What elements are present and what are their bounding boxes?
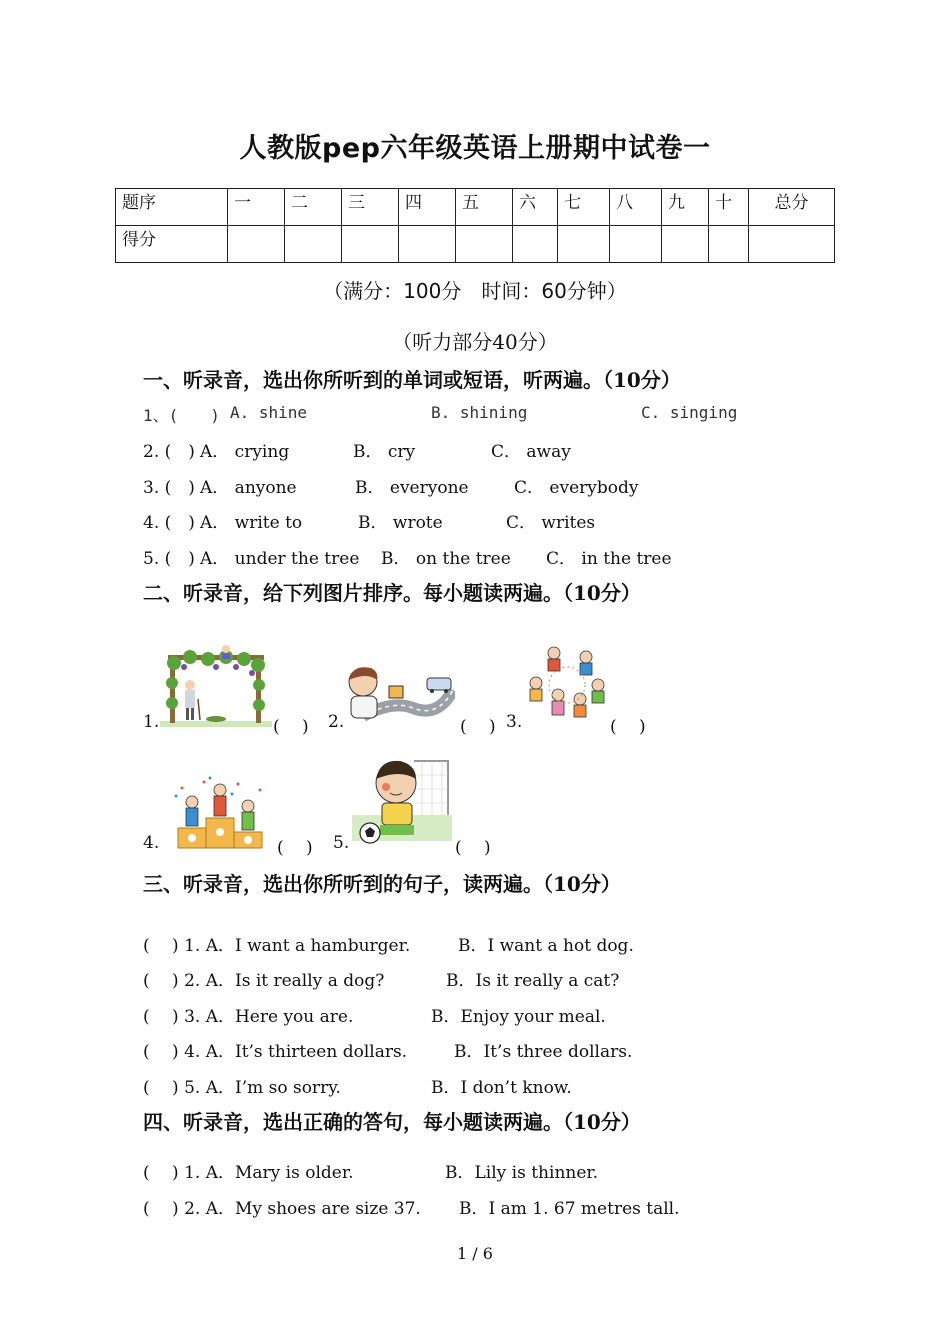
injured-boy-football-picture [352, 755, 452, 847]
q3-number: 3. ( ) [143, 478, 195, 498]
q1-option-a: A. shine [230, 403, 308, 422]
q4-number: 4. ( ) [143, 513, 195, 533]
score-info: （满分：100分 时间：60分钟） [323, 279, 627, 303]
page-title: 人教版pep六年级英语上册期中试卷一 [239, 133, 711, 164]
table-cell: 八 [610, 189, 662, 226]
picture-item-3-blank[interactable]: ( ) [610, 717, 646, 737]
s3-q4-option-b: B．It’s three dollars. [454, 1042, 633, 1062]
s4-q1-option-b: B．Lily is thinner. [445, 1163, 599, 1183]
picture-item-2-number: 2. [328, 712, 345, 732]
score-entry-cell[interactable] [513, 226, 558, 263]
score-entry-cell[interactable] [749, 226, 835, 263]
picture-item-1-blank[interactable]: ( ) [273, 717, 309, 737]
picture-item-4-blank[interactable]: ( ) [277, 838, 313, 858]
table-cell: 二 [285, 189, 342, 226]
score-table-score-row [116, 226, 835, 263]
score-entry-cell[interactable] [456, 226, 513, 263]
s4-q2-option-b: B．I am 1. 67 metres tall. [459, 1199, 680, 1219]
q2-option-b: B． cry [353, 442, 416, 462]
picture-item-4-number: 4. [143, 833, 160, 853]
s3-q1-option-a: ( ) 1. A．I want a hamburger. [143, 936, 411, 956]
table-cell: 七 [558, 189, 610, 226]
q4-option-a: A． write to [200, 513, 303, 533]
s3-q1-option-b: B．I want a hot dog. [458, 936, 634, 956]
s3-q5-option-a: ( ) 5. A．I’m so sorry. [143, 1078, 341, 1098]
q2-number: 2. ( ) [143, 442, 195, 462]
score-entry-cell[interactable] [228, 226, 285, 263]
table-cell: 总分 [749, 189, 835, 226]
q3-option-b: B． everyone [355, 478, 469, 498]
s3-q3-option-b: B．Enjoy your meal. [431, 1007, 606, 1027]
q4-option-b: B． wrote [358, 513, 443, 533]
s3-q3-option-a: ( ) 3. A．Here you are. [143, 1007, 354, 1027]
table-cell: 一 [228, 189, 285, 226]
section2-heading: 二、听录音，给下列图片排序。每小题读两遍。（10分） [143, 581, 641, 605]
picture-item-3-number: 3. [506, 712, 523, 732]
s3-q4-option-a: ( ) 4. A．It’s thirteen dollars. [143, 1042, 408, 1062]
q5-option-a: A． under the tree [200, 549, 360, 569]
table-cell: 九 [662, 189, 709, 226]
children-dancing-picture [524, 643, 610, 727]
q5-option-b: B． on the tree [381, 549, 511, 569]
boy-toy-bus-picture [343, 660, 455, 728]
table-cell: 六 [513, 189, 558, 226]
score-entry-cell[interactable] [610, 226, 662, 263]
listening-title: （听力部分40分） [392, 330, 558, 354]
s4-q1-option-a: ( ) 1. A．Mary is older. [143, 1163, 354, 1183]
picture-item-2-blank[interactable]: ( ) [460, 717, 496, 737]
q2-option-a: A． crying [200, 442, 290, 462]
table-cell: 三 [342, 189, 399, 226]
q1-option-b: B. shining [431, 403, 528, 422]
score-table-header-row [116, 189, 835, 226]
section4-heading: 四、听录音，选出正确的答句，每小题读两遍。（10分） [143, 1110, 641, 1134]
picture-item-5-blank[interactable]: ( ) [455, 838, 491, 858]
picture-item-5-number: 5. [333, 833, 350, 853]
score-entry-cell[interactable] [399, 226, 456, 263]
section1-heading: 一、听录音，选出你所听到的单词或短语，听两遍。（10分） [143, 368, 681, 392]
q2-option-c: C． away [491, 442, 571, 462]
q3-option-a: A． anyone [200, 478, 297, 498]
q5-number: 5. ( ) [143, 549, 195, 569]
score-entry-cell[interactable] [558, 226, 610, 263]
table-cell: 题序 [116, 189, 228, 226]
s3-q2-option-b: B．Is it really a cat? [446, 971, 620, 991]
table-cell: 五 [456, 189, 513, 226]
section3-heading: 三、听录音，选出你所听到的句子，读两遍。（10分） [143, 872, 621, 896]
page-number: 1 / 6 [457, 1244, 493, 1263]
score-entry-cell[interactable] [662, 226, 709, 263]
q1-option-c: C. singing [641, 403, 738, 422]
s3-q2-option-a: ( ) 2. A．Is it really a dog? [143, 971, 385, 991]
table-cell: 十 [709, 189, 749, 226]
q4-option-c: C． writes [506, 513, 596, 533]
score-entry-cell[interactable] [709, 226, 749, 263]
score-table [115, 188, 835, 263]
picture-item-1-number: 1. [143, 712, 160, 732]
q1-number: 1、( ) [143, 406, 220, 425]
score-entry-cell[interactable] [342, 226, 399, 263]
table-cell: 得分 [116, 226, 228, 263]
score-entry-cell[interactable] [285, 226, 342, 263]
q3-option-c: C． everybody [514, 478, 639, 498]
q5-option-c: C． in the tree [546, 549, 672, 569]
s4-q2-option-a: ( ) 2. A．My shoes are size 37. [143, 1199, 421, 1219]
grape-arbor-picture [160, 643, 272, 729]
s3-q5-option-b: B．I don’t know. [431, 1078, 572, 1098]
winners-podium-picture [168, 774, 272, 850]
table-cell: 四 [399, 189, 456, 226]
